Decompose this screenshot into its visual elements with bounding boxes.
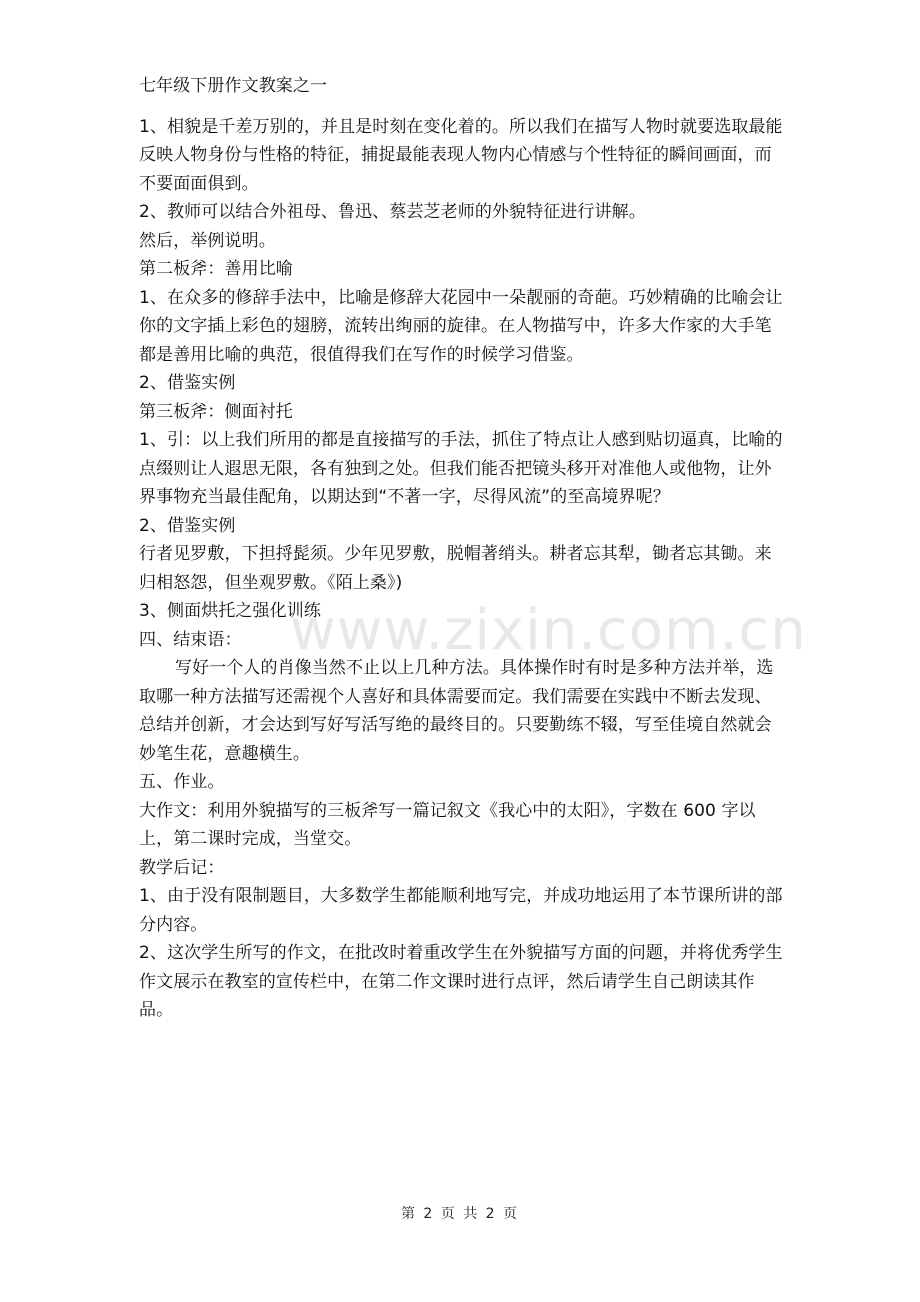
section-heading-2: 第二板斧：善用比喻 <box>139 259 293 279</box>
paragraph-8: 1、引：以上我们所用的都是直接描写的手法，抓住了特点让人感到贴切逼真，比喻的点缀则让人遐思无限，各有独到之处。但我们能否把镜头移开对准他人或他物，让外界事物充当最佳配角，以期达到“不著一字，尽得风流”的至高境界呢？ <box>139 430 783 507</box>
paragraph-17: 1、由于没有限制题目，大多数学生都能顺利地写完，并成功地运用了本节课所讲的部分内容。 <box>139 886 783 935</box>
paragraph-1: 1、相貌是千差万别的，并且是时刻在变化着的。所以我们在描写人物时就要选取最能反映人物身份与性格的特征，捕捉最能表现人物内心情感与个性特征的瞬间画面，而不要面面俱到。 <box>139 116 783 194</box>
paragraph-5: 1、在众多的修辞手法中，比喻是修辞大花园中一朵靓丽的奇葩。巧妙精确的比喻会让你的文字插上彩色的翅膀，流转出绚丽的旋律。在人物描写中，许多大作家的大手笔都是善用比喻的典范，很值得我们在写作的时候学习借鉴。 <box>139 287 783 365</box>
paragraph-6: 2、借鉴实例 <box>139 373 236 393</box>
paragraph-2: 2、教师可以结合外祖母、鲁迅、蔡芸芝老师的外貌特征进行讲解。 <box>139 202 646 222</box>
section-heading-notes: 教学后记： <box>139 857 225 878</box>
document-body <box>139 72 787 1025</box>
paragraph-15: 大作文：利用外貌描写的三板斧写一篇记叙文《我心中的太阳》，字数在 600 字以上，第二课时完成，当堂交。 <box>139 800 756 849</box>
section-heading-4: 四、结束语： <box>139 629 242 650</box>
page-footer: 第 2 页 共 2 页 <box>400 1206 520 1222</box>
paragraph-9: 2、借鉴实例 <box>139 515 236 536</box>
watermark: www.zixin.com.cn <box>290 598 807 663</box>
paragraph-3: 然后，举例说明。 <box>139 230 276 251</box>
paragraph-10: 行者见罗敷，下担捋髭须。少年见罗敷，脱帽著绡头。耕者忘其犁，锄者忘其锄。来归相怒怨，但坐观罗敷。《陌上桑》) <box>139 544 772 593</box>
paragraph-11: 3、侧面烘托之强化训练 <box>139 601 321 621</box>
section-heading-3: 第三板斧：侧面衬托 <box>139 401 293 422</box>
section-heading-5: 五、作业。 <box>139 772 225 792</box>
paragraph-13: 写好一个人的肖像当然不止以上几种方法。具体操作时有时是多种方法并举，选取哪一种方法描写还需视个人喜好和具体需要而定。我们需要在实践中不断去发现、总结并创新，才会达到写好写活写绝的最终目的。只要勤练不辍，写至佳境自然就会妙笔生花，意趣横生。 <box>139 658 774 764</box>
paragraph-18: 2、这次学生所写的作文，在批改时着重改学生在外貌描写方面的问题，并将优秀学生作文展示在教室的宣传栏中，在第二作文课时进行点评，然后请学生自己朗读其作品。 <box>139 943 783 1020</box>
document-title: 七年级下册作文教案之一 <box>139 76 328 96</box>
